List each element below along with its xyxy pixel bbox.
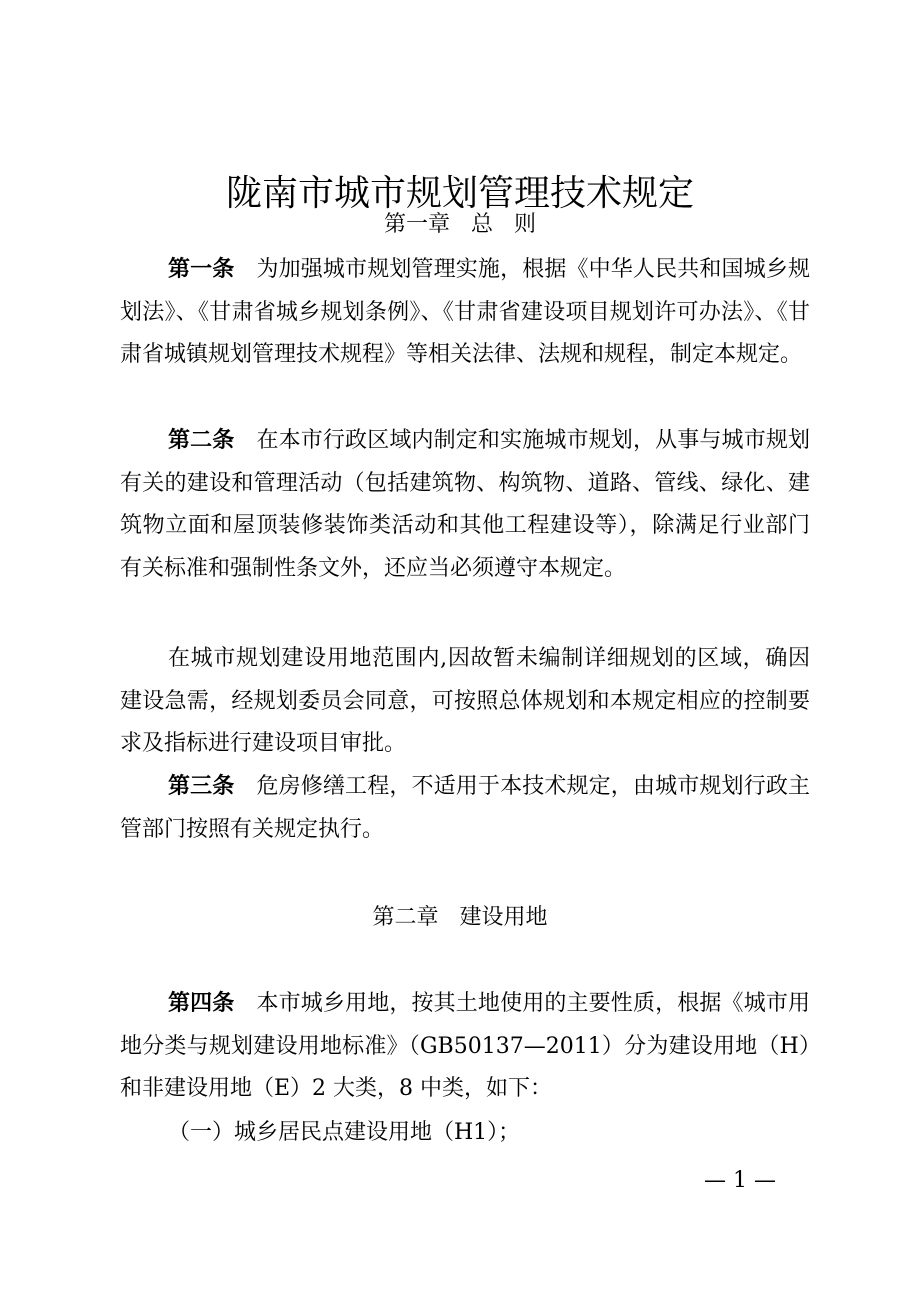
article-paragraph [120, 638, 810, 766]
chapter-heading: 第一章 总 则 [384, 212, 536, 237]
article-paragraph [120, 983, 810, 1111]
article-label: 第四条 [168, 991, 235, 1016]
article-text: 为加强城市规划管理实施，根据《中华人民共和国城乡规划法》、《甘肃省城乡规划条例》、《甘肃省建设项目规划许可办法》、《甘肃省城镇规划管理技术规程》等相关法律、法规和规程，制定本规定。 [120, 257, 810, 367]
article-text: （一）城乡居民点建设用地（H1）； [168, 1120, 521, 1145]
article-label: 第二条 [168, 428, 235, 453]
article-text: 在城市规划建设用地范围内,因故暂未编制详细规划的区域，确因建设急需，经规划委员会同意，可按照总体规划和本规定相应的控制要求及指标进行建设项目审批。 [120, 646, 810, 756]
article-text: 本市城乡用地，按其土地使用的主要性质，根据《城市用地分类与规划建设用地标准》（GB50137—2011）分为建设用地（H）和非建设用地（E）2 大类，8 中类，如下： [120, 991, 810, 1101]
article-label: 第一条 [168, 257, 235, 282]
page-number: — 1 — [704, 1168, 776, 1193]
chapter-heading: 第二章 建设用地 [372, 905, 548, 930]
article-paragraph [120, 420, 810, 590]
document-title: 陇南市城市规划管理技术规定 [225, 173, 694, 214]
article-text: 危房修缮工程，不适用于本技术规定，由城市规划行政主管部门按照有关规定执行。 [120, 774, 810, 842]
article-text: 在本市行政区域内制定和实施城市规划，从事与城市规划有关的建设和管理活动（包括建筑物、构筑物、道路、管线、绿化、建筑物立面和屋顶装修装饰类活动和其他工程建设等），除满足行业部门有关标准和强制性条文外，还应当必须遵守本规定。 [120, 428, 810, 581]
article-paragraph [120, 249, 810, 377]
article-label: 第三条 [168, 774, 235, 799]
list-item [120, 1112, 810, 1155]
article-paragraph [120, 766, 810, 851]
